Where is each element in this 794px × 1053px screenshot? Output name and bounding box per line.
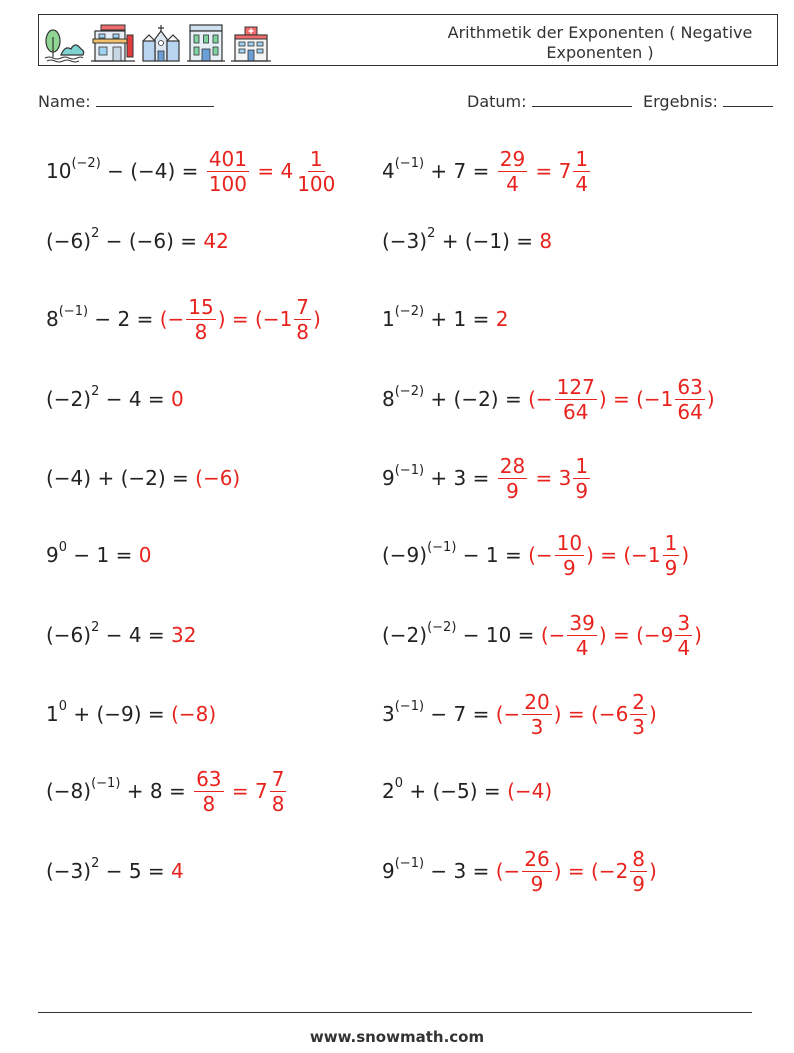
problem-base: 9 xyxy=(382,859,395,883)
problem-base: (−8) xyxy=(46,779,92,803)
fraction-numerator: 2 xyxy=(632,689,646,714)
problem-base: (−6) xyxy=(46,229,92,253)
name-field[interactable] xyxy=(38,92,214,111)
fraction-denominator: 64 xyxy=(563,399,589,424)
problem-operation: − 1 = xyxy=(456,543,529,567)
answer-value: 0 xyxy=(171,387,184,411)
answer xyxy=(160,295,321,344)
fraction-denominator: 8 xyxy=(202,791,216,816)
problem-item xyxy=(382,374,715,424)
header-icons xyxy=(43,19,271,63)
answer xyxy=(539,229,552,253)
answer xyxy=(203,229,228,253)
problem-exponent: (−2) xyxy=(394,383,425,399)
problem-exponent: (−2) xyxy=(427,619,457,635)
answer-suffix: ) xyxy=(649,859,657,883)
problem-item xyxy=(382,453,592,503)
church-icon xyxy=(141,23,181,63)
answer-mixed-fraction xyxy=(270,767,287,816)
problem-exponent: 2 xyxy=(91,225,100,241)
answer-prefix: (− xyxy=(495,702,521,726)
problem-base: 4 xyxy=(382,159,395,183)
problem-item xyxy=(382,530,690,580)
worksheet-header xyxy=(38,14,778,66)
worksheet-title: Arithmetik der Exponenten ( Negative Exponenten ) xyxy=(447,23,753,62)
problem-base: 9 xyxy=(46,543,59,567)
problem-exponent: 2 xyxy=(91,855,100,871)
answer-value: 2 xyxy=(495,307,509,331)
problem-item xyxy=(382,221,552,261)
problem-operation: − (−6) = xyxy=(99,229,204,253)
problem-operation: − 2 = xyxy=(88,307,160,331)
answer-suffix: ) xyxy=(694,623,702,647)
problem-operation: + (−1) = xyxy=(435,229,540,253)
fraction-denominator: 3 xyxy=(530,714,544,739)
answer-mixed-whole: ) = (−2 xyxy=(553,859,629,883)
problem-base: 10 xyxy=(46,159,72,183)
problem-base: 1 xyxy=(382,307,395,331)
problem-exponent: 2 xyxy=(91,619,100,635)
problem-exponent: (−1) xyxy=(91,775,121,791)
date-field[interactable] xyxy=(467,92,632,111)
problem-base: (−3) xyxy=(46,859,92,883)
answer xyxy=(139,543,152,567)
problem-operation: + 8 = xyxy=(120,779,193,803)
footer-divider xyxy=(38,1012,752,1013)
answer-mixed-whole: ) = (−6 xyxy=(553,702,629,726)
answer-fraction xyxy=(522,690,551,739)
problem-exponent: (−1) xyxy=(58,303,89,319)
answer-mixed-fraction xyxy=(573,147,590,196)
problem-item xyxy=(46,458,240,498)
problem-base: (−3) xyxy=(382,229,428,253)
answer-mixed-fraction xyxy=(294,295,311,344)
answer xyxy=(496,147,592,196)
answer-value: (−8) xyxy=(171,702,217,726)
fraction-denominator: 9 xyxy=(506,478,519,503)
answer-value: 32 xyxy=(171,623,197,647)
answer xyxy=(195,466,240,490)
problem-operation: − 4 = xyxy=(99,387,172,411)
fraction-numerator: 7 xyxy=(296,294,310,319)
problem-exponent: (−1) xyxy=(427,539,457,555)
problem-exponent: (−1) xyxy=(394,855,425,871)
fraction-denominator: 4 xyxy=(575,171,589,196)
answer-mixed-fraction xyxy=(675,611,692,660)
problem-base: 1 xyxy=(46,702,59,726)
answer-fraction xyxy=(522,847,551,896)
answer-fraction xyxy=(555,531,584,580)
score-field[interactable] xyxy=(643,92,773,111)
footer-url: www.snowmath.com xyxy=(309,1028,485,1046)
fraction-denominator: 4 xyxy=(575,635,589,660)
answer-fraction xyxy=(555,375,597,424)
problem-base: 2 xyxy=(382,779,395,803)
answer-mixed-whole: = 4 xyxy=(251,159,294,183)
problem-item xyxy=(46,294,321,344)
name-label: Name: xyxy=(38,92,91,111)
score-label: Ergebnis: xyxy=(643,92,718,111)
problem-operation: + (−2) = xyxy=(91,466,196,490)
problem-operation: + (−9) = xyxy=(67,702,172,726)
answer-fraction xyxy=(498,147,527,196)
answer-fraction xyxy=(567,611,596,660)
fraction-numerator: 63 xyxy=(677,374,703,399)
fraction-denominator: 9 xyxy=(664,555,678,580)
answer-suffix: ) xyxy=(313,307,321,331)
problem-item xyxy=(382,299,508,339)
answer-mixed-whole: ) = (−1 xyxy=(586,543,661,567)
fraction-denominator: 3 xyxy=(632,714,646,739)
problem-base: (−6) xyxy=(46,623,92,647)
fraction-numerator: 29 xyxy=(499,146,526,171)
answer xyxy=(496,847,657,896)
answer-mixed-fraction xyxy=(630,690,647,739)
problem-operation: − 10 = xyxy=(456,623,541,647)
fraction-denominator: 9 xyxy=(563,555,576,580)
fraction-numerator: 1 xyxy=(575,453,589,478)
problem-operation: − 7 = xyxy=(424,702,496,726)
answer-suffix: ) xyxy=(706,387,715,411)
fraction-denominator: 8 xyxy=(271,791,285,816)
fraction-denominator: 9 xyxy=(575,478,589,503)
fraction-numerator: 20 xyxy=(524,689,550,714)
answer-mixed-whole: ) = (−9 xyxy=(598,623,674,647)
answer-value: 4 xyxy=(171,859,184,883)
problem-exponent: 0 xyxy=(58,698,68,714)
fraction-numerator: 1 xyxy=(309,146,323,171)
answer-prefix: (− xyxy=(528,543,553,567)
problem-exponent: (−1) xyxy=(394,698,425,714)
answer xyxy=(171,623,196,647)
problem-item xyxy=(382,146,592,196)
fraction-denominator: 100 xyxy=(208,171,247,196)
answer-suffix: ) xyxy=(649,702,657,726)
answer xyxy=(496,307,509,331)
problem-exponent: 2 xyxy=(91,383,100,399)
answer-prefix: (− xyxy=(528,387,553,411)
answer-mixed-fraction xyxy=(675,375,704,424)
problem-exponent: (−2) xyxy=(71,155,101,171)
name-blank[interactable] xyxy=(96,92,214,107)
date-blank[interactable] xyxy=(532,92,632,107)
answer-mixed-fraction xyxy=(663,531,680,580)
answer-mixed-whole: = 7 xyxy=(225,779,268,803)
answer-mixed-fraction xyxy=(573,454,590,503)
fraction-denominator: 64 xyxy=(677,399,703,424)
answer-prefix: (− xyxy=(540,623,566,647)
problem-item xyxy=(382,689,657,739)
fraction-denominator: 4 xyxy=(506,171,519,196)
answer-value: (−6) xyxy=(195,466,241,490)
office-building-icon xyxy=(187,23,225,63)
fraction-numerator: 1 xyxy=(664,530,678,555)
problem-operation: + (−2) = xyxy=(424,387,529,411)
fraction-numerator: 7 xyxy=(271,766,285,791)
problem-exponent: 2 xyxy=(427,225,436,241)
answer xyxy=(528,531,689,580)
fraction-denominator: 4 xyxy=(677,635,691,660)
answer xyxy=(528,375,715,424)
problem-base: (−9) xyxy=(382,543,428,567)
answer-value: 8 xyxy=(539,229,553,253)
answer-mixed-whole: ) = (−1 xyxy=(217,307,293,331)
fraction-denominator: 9 xyxy=(530,871,544,896)
fraction-numerator: 15 xyxy=(188,294,214,319)
fraction-denominator: 8 xyxy=(296,319,310,344)
problem-base: 3 xyxy=(382,702,395,726)
problem-operation: − 4 = xyxy=(99,623,172,647)
fraction-numerator: 8 xyxy=(632,846,646,871)
answer-suffix: ) xyxy=(681,543,690,567)
answer-mixed-fraction xyxy=(295,147,337,196)
problem-exponent: (−1) xyxy=(394,462,425,478)
problem-base: 8 xyxy=(46,307,59,331)
shop-icon xyxy=(91,23,135,63)
answer xyxy=(171,702,216,726)
fraction-numerator: 26 xyxy=(524,846,550,871)
answer-mixed-whole: = 7 xyxy=(529,159,572,183)
answer xyxy=(192,767,288,816)
tree-landscape-icon xyxy=(43,23,85,63)
problem-base: 8 xyxy=(382,387,395,411)
answer-fraction xyxy=(207,147,249,196)
answer-mixed-whole: = 3 xyxy=(529,466,572,490)
problem-exponent: (−2) xyxy=(394,303,425,319)
answer-fraction xyxy=(498,454,527,503)
problem-item xyxy=(46,535,151,575)
answer-prefix: (− xyxy=(495,859,521,883)
fraction-numerator: 28 xyxy=(499,453,526,478)
problem-base: 9 xyxy=(382,466,395,490)
problem-operation: − 5 = xyxy=(99,859,172,883)
answer xyxy=(496,690,657,739)
problem-operation: + (−5) = xyxy=(403,779,508,803)
answer-prefix: (− xyxy=(159,307,185,331)
problem-operation: − (−4) = xyxy=(100,159,205,183)
answer-value: 42 xyxy=(203,229,229,253)
fraction-numerator: 127 xyxy=(556,374,595,399)
answer-mixed-whole: ) = (−1 xyxy=(598,387,674,411)
fraction-numerator: 10 xyxy=(556,530,583,555)
problem-operation: − 3 = xyxy=(424,859,496,883)
problem-item xyxy=(46,379,184,419)
fraction-numerator: 401 xyxy=(208,146,247,171)
answer xyxy=(171,859,184,883)
answer xyxy=(205,147,340,196)
problem-exponent: 0 xyxy=(58,539,68,555)
problem-item xyxy=(382,771,552,811)
problem-operation: − 1 = xyxy=(67,543,139,567)
problem-exponent: (−1) xyxy=(394,155,425,171)
answer xyxy=(507,779,552,803)
answer-fraction xyxy=(186,295,215,344)
answer xyxy=(541,611,702,660)
date-label: Datum: xyxy=(467,92,527,111)
answer-mixed-fraction xyxy=(630,847,647,896)
answer-fraction xyxy=(194,767,223,816)
problem-item xyxy=(46,221,229,261)
problem-item xyxy=(382,846,657,896)
problem-item xyxy=(46,615,197,655)
problem-operation: + 1 = xyxy=(424,307,496,331)
answer-value: 0 xyxy=(138,543,152,567)
problem-operation: + 3 = xyxy=(424,466,496,490)
answer xyxy=(171,387,184,411)
fraction-numerator: 63 xyxy=(196,766,222,791)
answer-value: (−4) xyxy=(507,779,553,803)
problem-item xyxy=(46,694,216,734)
problem-item xyxy=(46,766,288,816)
problem-base: (−2) xyxy=(46,387,92,411)
hospital-icon xyxy=(231,23,271,63)
fraction-numerator: 3 xyxy=(677,610,691,635)
problem-base: (−2) xyxy=(382,623,428,647)
fraction-denominator: 9 xyxy=(632,871,646,896)
problem-item xyxy=(46,851,184,891)
fraction-denominator: 100 xyxy=(297,171,336,196)
problem-item xyxy=(382,610,702,660)
problem-base: (−4) xyxy=(46,466,92,490)
fraction-denominator: 8 xyxy=(194,319,208,344)
fraction-numerator: 1 xyxy=(575,146,589,171)
fraction-numerator: 39 xyxy=(569,610,595,635)
problem-item xyxy=(46,146,339,196)
score-blank[interactable] xyxy=(723,92,773,107)
problem-exponent: 0 xyxy=(394,775,404,791)
answer xyxy=(496,454,592,503)
problem-operation: + 7 = xyxy=(424,159,496,183)
